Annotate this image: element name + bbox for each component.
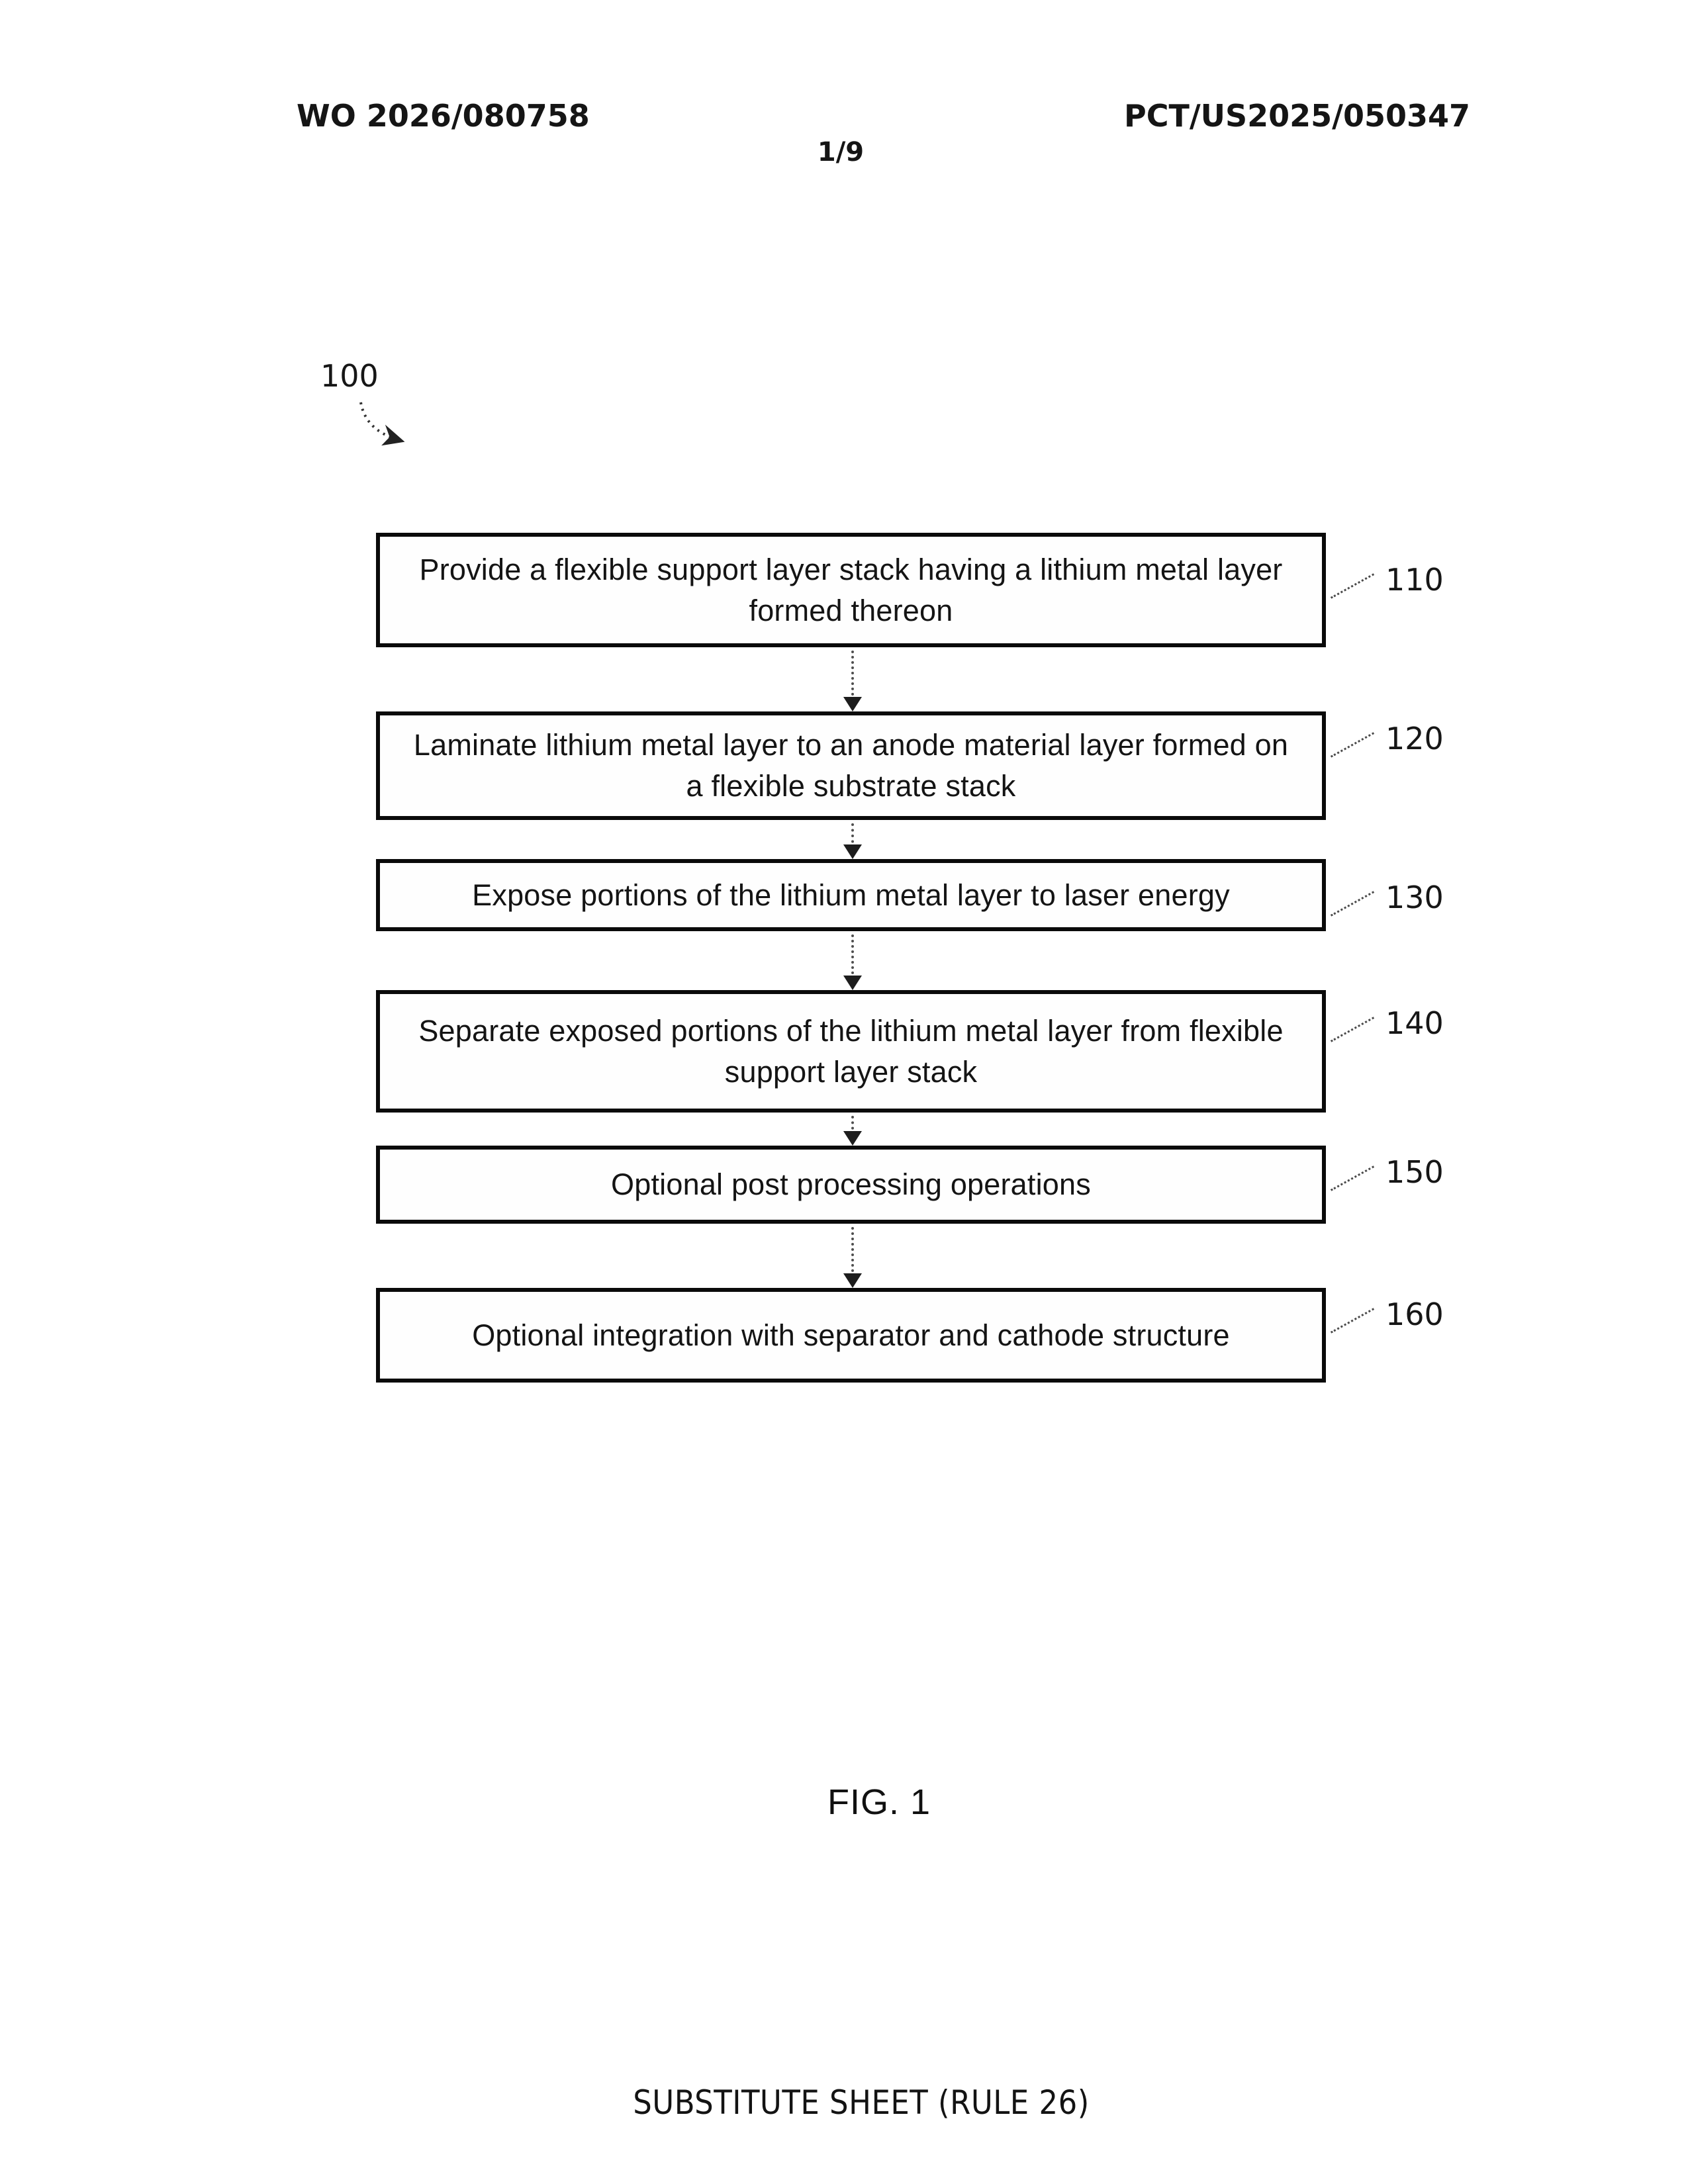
leader-line [1331,1165,1374,1191]
down-arrow-icon [843,976,862,990]
connector-line [851,1227,854,1277]
ref-number-120: 120 [1385,721,1444,756]
leader-line [1331,1017,1374,1042]
footer-rule-text: SUBSTITUTE SHEET (RULE 26) [633,2083,1090,2122]
leader-line [1331,573,1374,598]
step-box-120 [376,711,1326,820]
step-box-150 [376,1146,1326,1224]
curved-pointer-icon [344,389,424,469]
ref-number-160: 160 [1385,1297,1444,1332]
step-text: Separate exposed portions of the lithium metal layer from flexible support layer stack [418,1013,1284,1089]
step-text: Optional post processing operations [611,1167,1091,1201]
ref-number-150: 150 [1385,1154,1444,1190]
connector-line [851,651,854,701]
down-arrow-icon [843,1273,862,1288]
application-number: PCT/US2025/050347 [1123,98,1470,134]
leader-line [1331,732,1374,757]
down-arrow-icon [843,697,862,711]
diagram-label-100: 100 [320,358,379,394]
leader-line [1331,1308,1374,1333]
flow-connector [843,823,863,859]
ref-number-130: 130 [1385,880,1444,915]
flow-connector [843,934,863,990]
flow-connector [843,1227,863,1288]
ref-number-140: 140 [1385,1005,1444,1041]
figure-caption: FIG. 1 [827,1782,931,1822]
step-text: Expose portions of the lithium metal layer to laser energy [472,878,1230,912]
step-box-140 [376,990,1326,1113]
connector-line [851,934,854,979]
step-text: Provide a flexible support layer stack having a lithium metal layer formed thereon [419,552,1283,627]
down-arrow-icon [843,1131,862,1146]
leader-line [1331,891,1374,916]
publication-number: WO 2026/080758 [297,98,590,134]
step-box-110 [376,533,1326,647]
flow-connector [843,1116,863,1146]
down-arrow-icon [843,844,862,859]
step-text: Laminate lithium metal layer to an anode material layer formed on a flexible substrate stack [413,728,1289,803]
step-text: Optional integration with separator and cathode structure [472,1318,1230,1352]
ref-number-110: 110 [1385,562,1444,598]
step-box-160 [376,1288,1326,1383]
step-box-130 [376,859,1326,931]
sheet-page-number: 1/9 [817,137,865,167]
flow-connector [843,651,863,711]
